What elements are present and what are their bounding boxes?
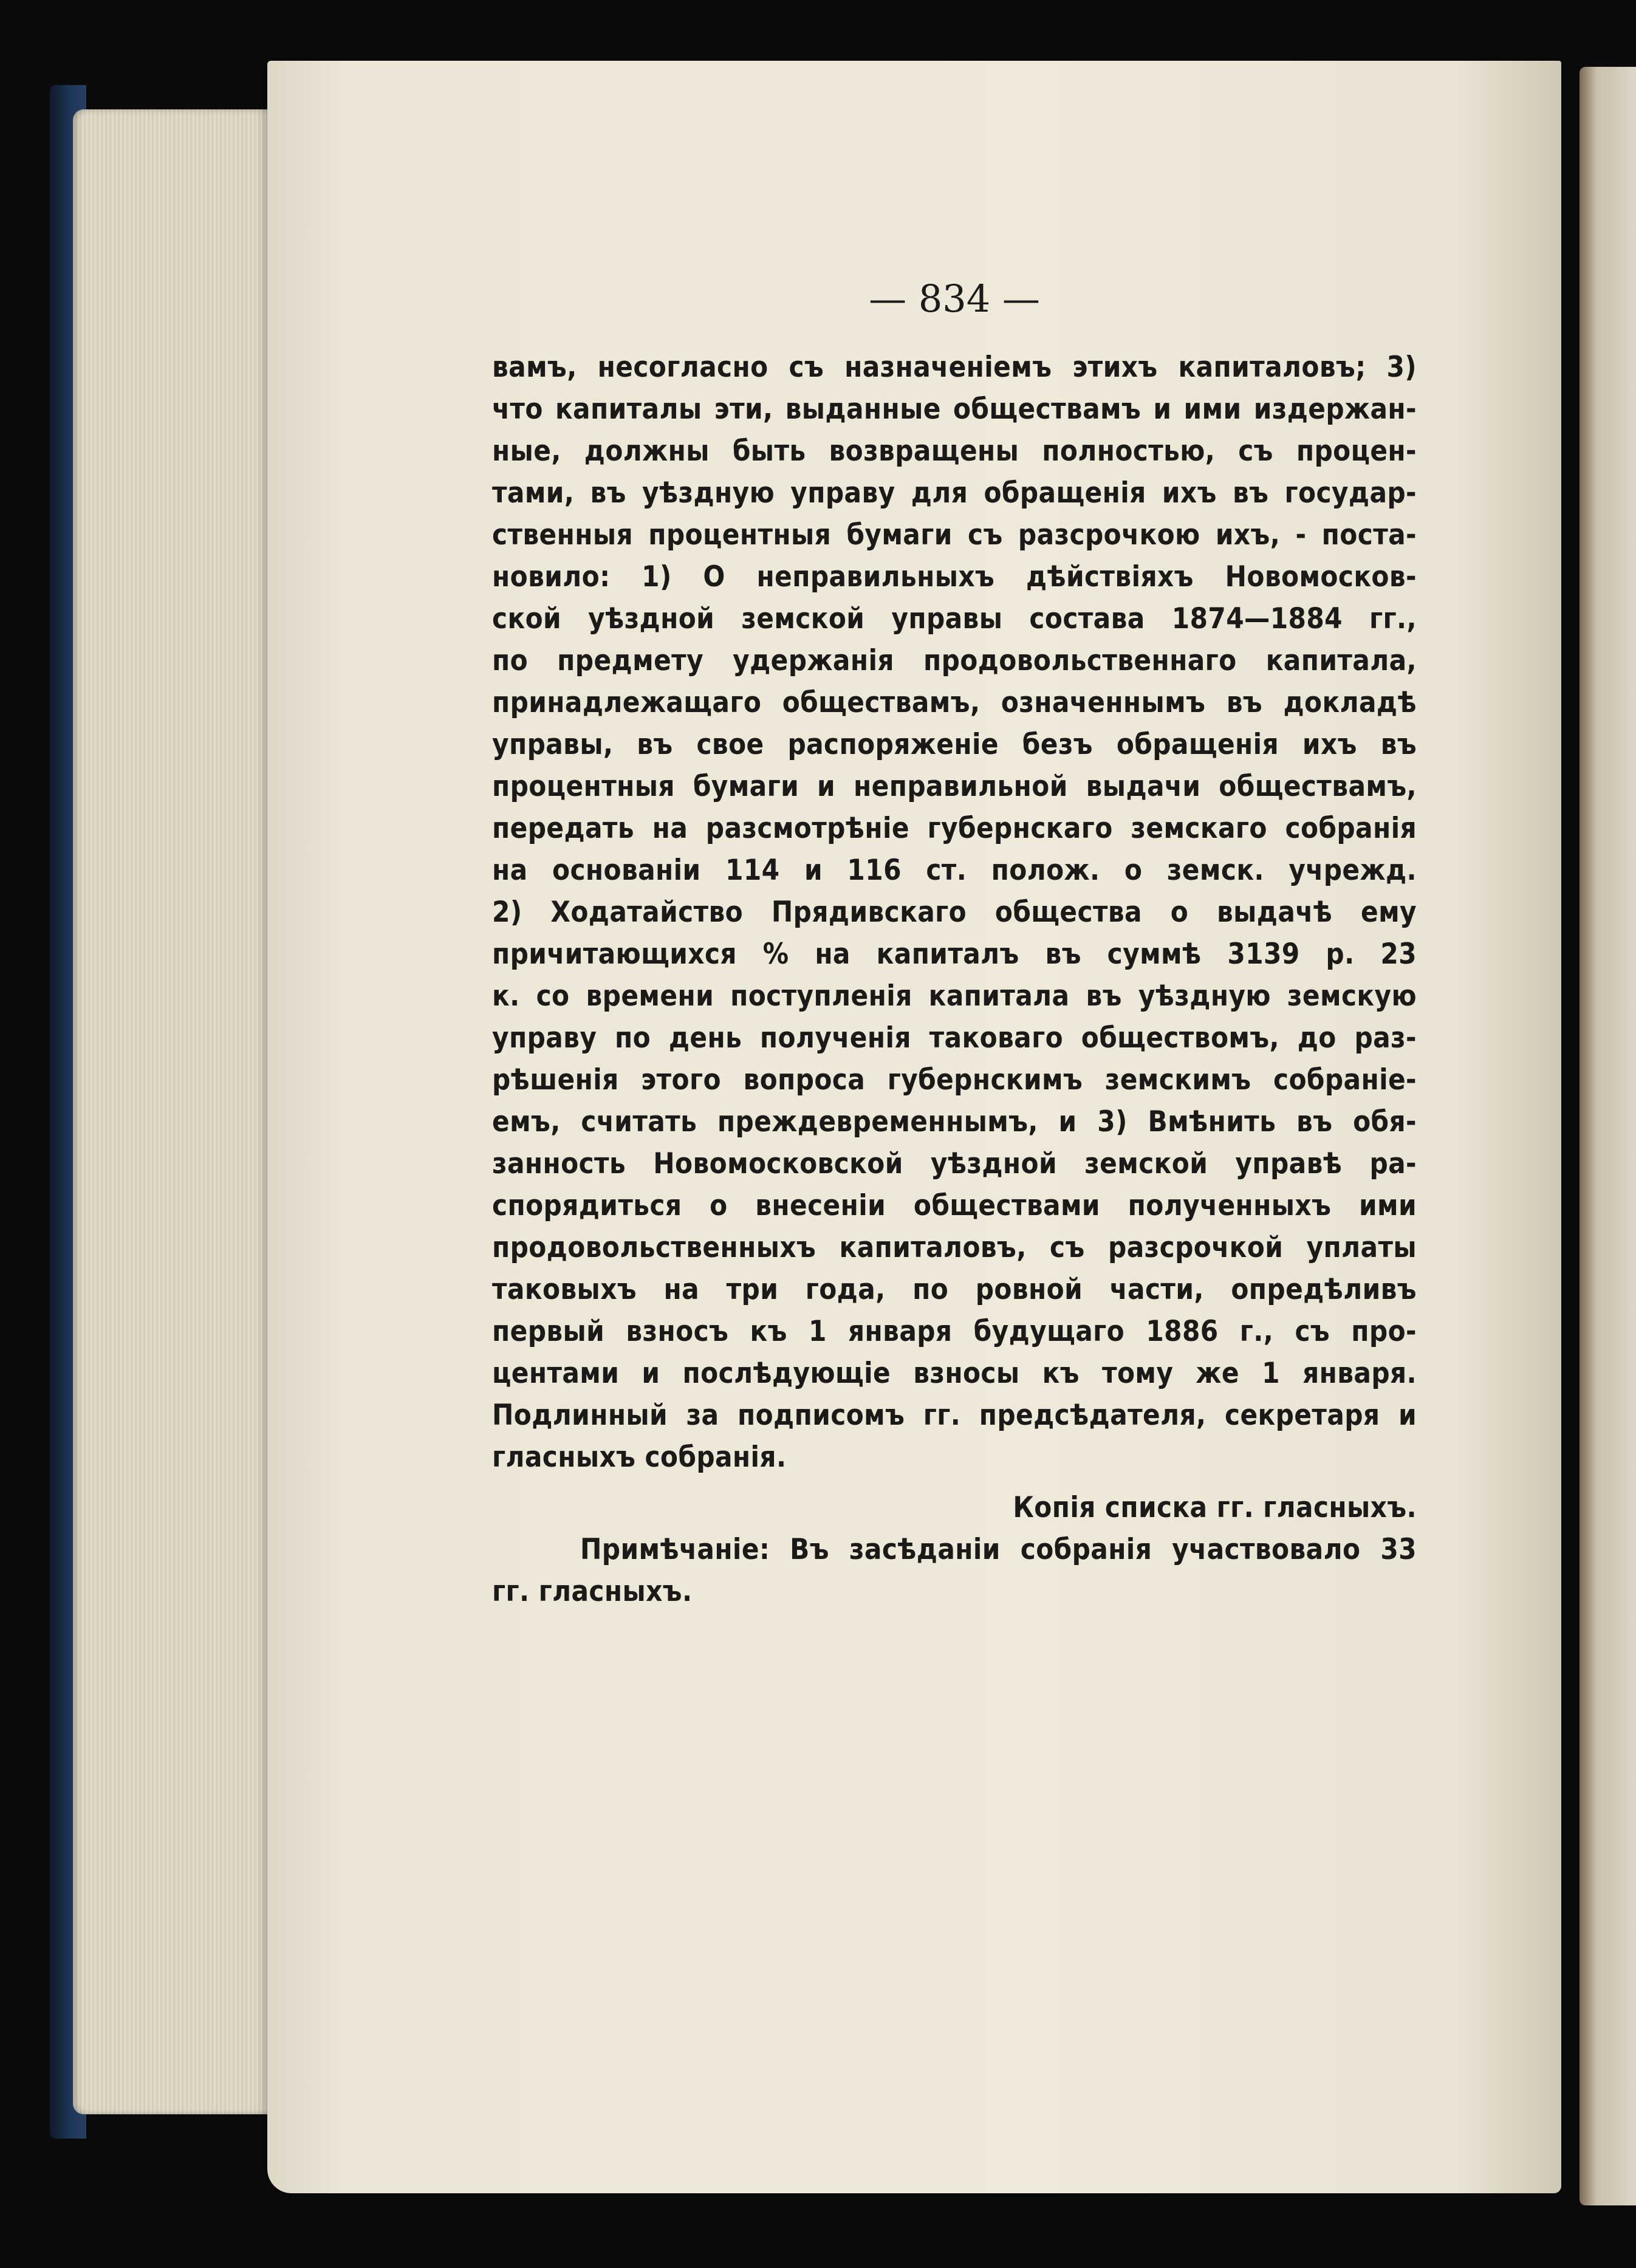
text-line: передать на разсмотрѣніе губернскаго земскаго собранія: [492, 812, 1417, 845]
text-line: 2) Ходатайство Прядивскаго общества о выдачѣ ему: [492, 896, 1417, 929]
page-stack-edge: [73, 109, 279, 2114]
text-line: по предмету удержанія продовольственнаго капитала,: [492, 644, 1417, 677]
page-number: — 834 —: [869, 276, 1040, 321]
body-text: [492, 346, 1417, 1612]
text-line: новило: 1) О неправильныхъ дѣйствіяхъ Новомосков-: [492, 560, 1417, 594]
text-line: спорядиться о внесеніи обществами полученныхъ ими: [492, 1189, 1417, 1222]
text-line: управы, въ свое распоряженіе безъ обращенія ихъ въ: [492, 728, 1417, 761]
text-line: на основаніи 114 и 116 ст. полож. о земск. учрежд.: [492, 854, 1417, 887]
text-line: управу по день полученія таковаго обществомъ, до раз-: [492, 1021, 1417, 1055]
text-line: ственныя процентныя бумаги съ разсрочкою ихъ, - поста-: [492, 518, 1417, 552]
text-line: занность Новомосковской уѣздной земской управѣ ра-: [492, 1147, 1417, 1180]
text-line: продовольственныхъ капиталовъ, съ разсрочкой уплаты: [492, 1231, 1417, 1264]
text-line: принадлежащаго обществамъ, означеннымъ въ докладѣ: [492, 686, 1417, 719]
text-line: ные, должны быть возвращены полностью, съ процен-: [492, 434, 1417, 468]
text-line: рѣшенія этого вопроса губернскимъ земскимъ собраніе-: [492, 1063, 1417, 1097]
text-line: центами и послѣдующіе взносы къ тому же 1 января.: [492, 1357, 1417, 1390]
text-line: причитающихся % на капиталъ въ суммѣ 3139 р. 23: [492, 937, 1417, 971]
remark-line: гг. гласныхъ.: [492, 1575, 693, 1608]
remark-line: Примѣчаніе: Въ засѣданіи собранія участвовало 33: [580, 1533, 1417, 1566]
text-line: к. со времени поступленія капитала въ уѣздную земскую: [492, 979, 1417, 1013]
text-line: таковыхъ на три года, по ровной части, опредѣливъ: [492, 1273, 1417, 1306]
text-line: тами, въ уѣздную управу для обращенія ихъ въ государ-: [492, 476, 1417, 510]
text-line: Подлинный за подписомъ гг. предсѣдателя, секретаря и: [492, 1399, 1417, 1432]
copy-note: Копія списка гг. гласныхъ.: [1013, 1491, 1417, 1524]
text-line: ской уѣздной земской управы состава 1874—1884 гг.,: [492, 602, 1417, 636]
text-line: гласныхъ собранія.: [492, 1441, 787, 1474]
text-line: первый взносъ къ 1 января будущаго 1886 г., съ про-: [492, 1315, 1417, 1348]
adjacent-page-edge: [1580, 67, 1636, 2205]
text-line: емъ, считать преждевременнымъ, и 3) Вмѣнить въ обя-: [492, 1105, 1417, 1139]
text-line: процентныя бумаги и неправильной выдачи обществамъ,: [492, 770, 1417, 803]
text-line: вамъ, несогласно съ назначеніемъ этихъ капиталовъ; 3): [492, 351, 1417, 384]
text-line: что капиталы эти, выданные обществамъ и ими издержан-: [492, 392, 1417, 426]
